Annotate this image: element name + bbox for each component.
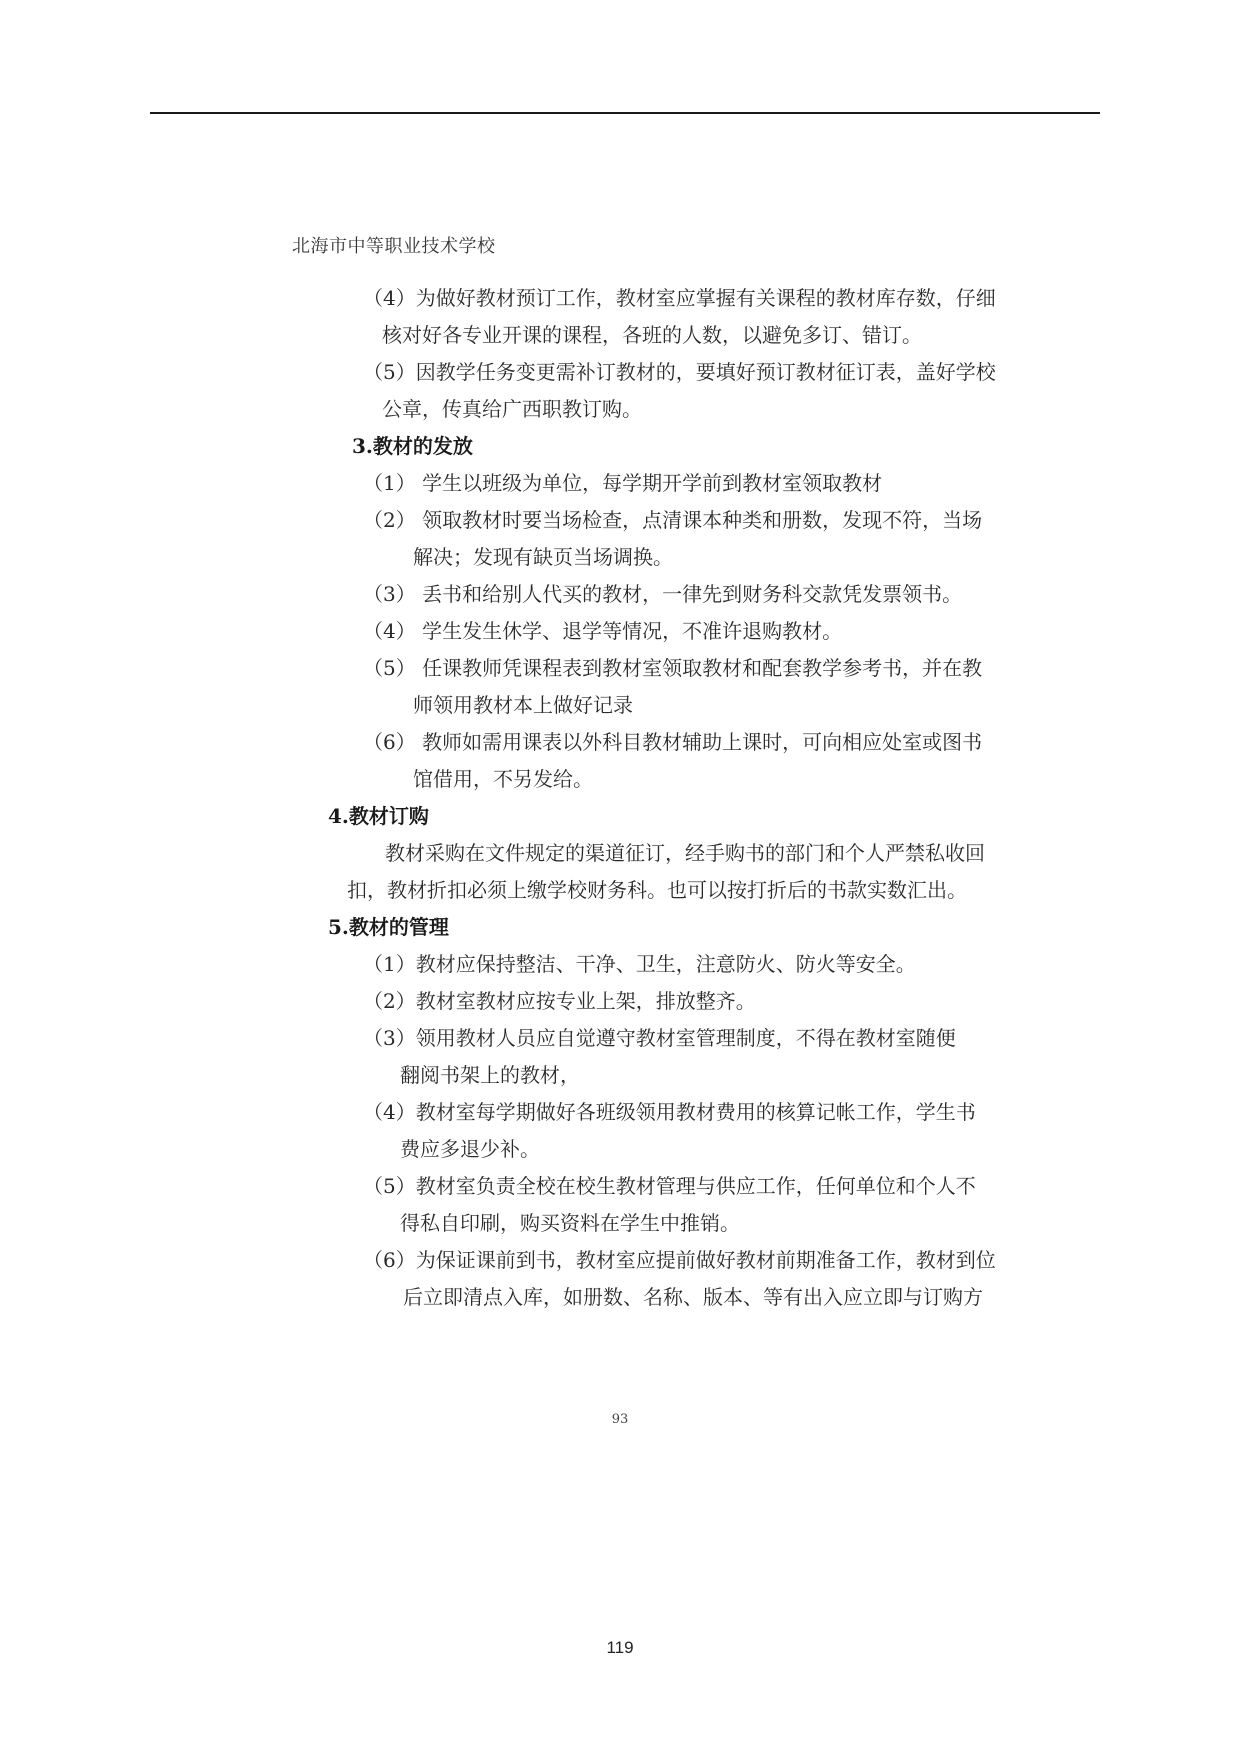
management-item-6-line-1: （6）为保证课前到书，教材室应提前做好教材前期准备工作，教材到位 bbox=[363, 1248, 996, 1272]
inner-page-number: 93 bbox=[611, 1412, 629, 1427]
management-item-1-line-1: （1）教材应保持整洁、干净、卫生，注意防火、防火等安全。 bbox=[363, 952, 916, 976]
distribution-item-1-line-1: （1） 学生以班级为单位，每学期开学前到教材室领取教材 bbox=[363, 471, 883, 495]
management-item-6-line-2: 后立即清点入库，如册数、名称、版本、等有出入应立即与订购方 bbox=[403, 1285, 983, 1309]
distribution-item-6-line-2: 馆借用，不另发给。 bbox=[413, 767, 593, 791]
page-number: 119 bbox=[606, 1638, 634, 1657]
distribution-item-3-line-1: （3） 丢书和给别人代买的教材，一律先到财务科交款凭发票领书。 bbox=[363, 582, 963, 606]
distribution-item-5-line-2: 师领用教材本上做好记录 bbox=[413, 693, 633, 717]
management-item-4-line-1: （4）教材室每学期做好各班级领用教材费用的核算记帐工作，学生书 bbox=[363, 1100, 976, 1124]
ordering-item-4-line-2: 核对好各专业开课的课程，各班的人数，以避免多订、错订。 bbox=[382, 323, 922, 347]
ordering-item-5-line-2: 公章，传真给广西职教订购。 bbox=[382, 397, 642, 421]
section-5-heading: 5.教材的管理 bbox=[328, 915, 449, 939]
distribution-item-2-line-2: 解决；发现有缺页当场调换。 bbox=[413, 545, 673, 569]
management-item-5-line-1: （5）教材室负责全校在校生教材管理与供应工作，任何单位和个人不 bbox=[363, 1174, 976, 1198]
distribution-item-4-line-1: （4） 学生发生休学、退学等情况，不准许退购教材。 bbox=[363, 619, 843, 643]
purchasing-paragraph-line-2: 扣，教材折扣必须上缴学校财务科。也可以按打折后的书款实数汇出。 bbox=[347, 878, 967, 902]
management-item-3-line-2: 翻阅书架上的教材， bbox=[400, 1063, 580, 1087]
ordering-item-5-line-1: （5）因教学任务变更需补订教材的，要填好预订教材征订表，盖好学校 bbox=[363, 360, 996, 384]
ordering-item-4-line-1: （4）为做好教材预订工作，教材室应掌握有关课程的教材库存数，仔细 bbox=[363, 286, 996, 310]
distribution-item-5-line-1: （5） 任课教师凭课程表到教材室领取教材和配套教学参考书，并在教 bbox=[363, 656, 983, 680]
management-item-5-line-2: 得私自印刷，购买资料在学生中推销。 bbox=[400, 1211, 740, 1235]
school-name-header: 北海市中等职业技术学校 bbox=[292, 236, 496, 257]
management-item-3-line-1: （3）领用教材人员应自觉遵守教材室管理制度，不得在教材室随便 bbox=[363, 1026, 956, 1050]
distribution-item-2-line-1: （2） 领取教材时要当场检查，点清课本种类和册数，发现不符，当场 bbox=[363, 508, 983, 532]
distribution-item-6-line-1: （6） 教师如需用课表以外科目教材辅助上课时，可向相应处室或图书 bbox=[363, 730, 983, 754]
purchasing-paragraph-line-1: 教材采购在文件规定的渠道征订，经手购书的部门和个人严禁私收回 bbox=[385, 841, 985, 865]
management-item-2-line-1: （2）教材室教材应按专业上架，排放整齐。 bbox=[363, 989, 756, 1013]
management-item-4-line-2: 费应多退少补。 bbox=[400, 1137, 540, 1161]
section-3-heading: 3.教材的发放 bbox=[352, 434, 473, 458]
header-rule bbox=[150, 112, 1100, 114]
section-4-heading: 4.教材订购 bbox=[328, 804, 429, 828]
